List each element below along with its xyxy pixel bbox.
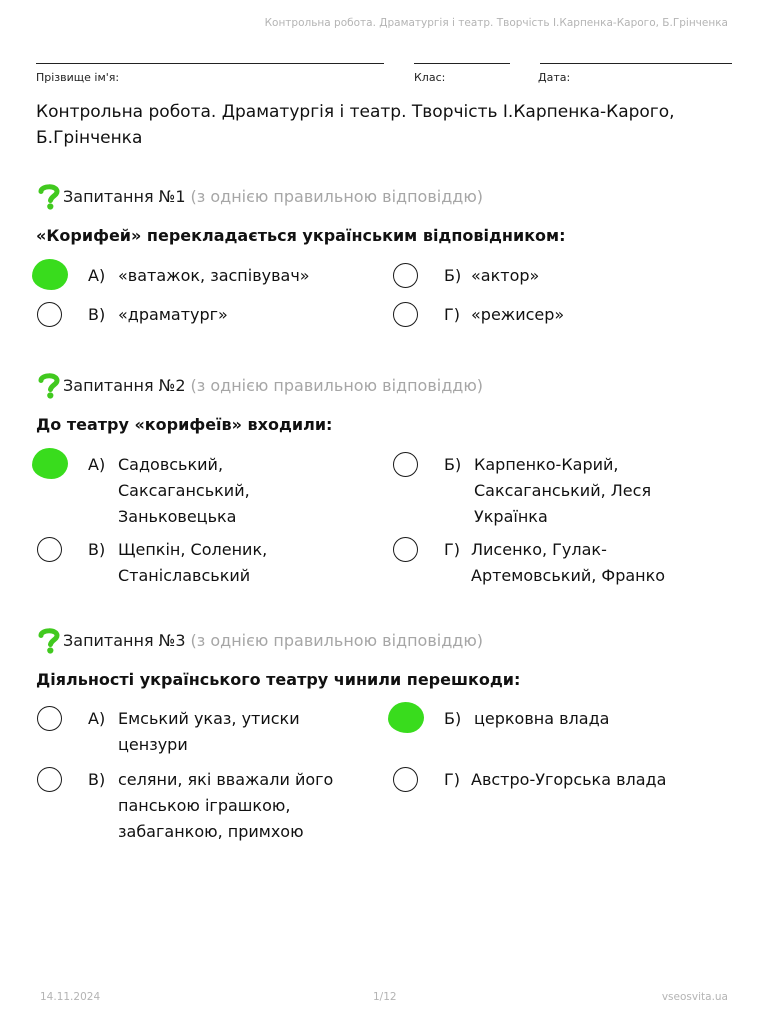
radio-button[interactable]	[393, 767, 418, 792]
radio-button[interactable]	[37, 537, 62, 562]
option-text: Карпенко-Карий, Саксаганський, Леся Українка	[474, 455, 652, 526]
option-text: «режисер»	[471, 305, 565, 324]
option-text: Садовський, Саксаганський, Заньковецька	[118, 455, 250, 526]
radio-button[interactable]	[393, 263, 418, 288]
question-1-text: «Корифей» перекладається українським відповідником:	[36, 226, 566, 245]
option-letter: B)	[88, 770, 106, 789]
option-letter: Б)	[444, 266, 462, 285]
question-2-text: До театру «корифеїв» входили:	[36, 415, 333, 434]
option-letter: Г)	[444, 305, 460, 324]
question-3-header	[36, 626, 483, 654]
option-letter: A)	[88, 709, 106, 728]
radio-button-selected[interactable]	[32, 259, 68, 290]
option-text: «актор»	[471, 266, 540, 285]
option-text: Лисенко, Гулак-Артемовський, Франко	[471, 540, 666, 585]
question-2-header	[36, 371, 483, 399]
question-3-text: Діяльності українського театру чинили перешкоди:	[36, 670, 521, 689]
footer-site: vseosvita.ua	[661, 991, 728, 1003]
radio-button[interactable]	[37, 302, 62, 327]
radio-button[interactable]	[37, 706, 62, 731]
option-text: Щепкін, Соленик, Станіславський	[118, 540, 268, 585]
question-mark-icon	[36, 626, 62, 654]
radio-button[interactable]	[37, 767, 62, 792]
document-title: Контрольна робота. Драматургія і театр. Творчість І.Карпенка-Карого, Б.Грінченка	[36, 102, 675, 148]
question-type: (з однією правильною відповіддю)	[190, 375, 484, 395]
question-1-header	[36, 182, 483, 210]
question-type: (з однією правильною відповіддю)	[190, 630, 484, 650]
question-mark-icon	[36, 182, 62, 210]
class-field-line[interactable]	[414, 63, 510, 64]
option-letter: Г)	[444, 540, 460, 559]
class-field-label: Клас:	[414, 71, 446, 84]
radio-button[interactable]	[393, 302, 418, 327]
option-text: Емський указ, утиски цензури	[118, 709, 300, 754]
option-letter: B)	[88, 305, 106, 324]
page-header: Контрольна робота. Драматургія і театр. Творчість І.Карпенка-Карого, Б.Грінченка	[264, 17, 728, 29]
option-letter: Б)	[444, 455, 462, 474]
radio-button-selected[interactable]	[388, 702, 424, 733]
option-text: церковна влада	[474, 709, 610, 728]
option-text: «драматург»	[118, 305, 228, 324]
option-letter: A)	[88, 266, 106, 285]
radio-button-selected[interactable]	[32, 448, 68, 479]
radio-button[interactable]	[393, 452, 418, 477]
option-text: «ватажок, заспівувач»	[118, 266, 310, 285]
footer-page-number: 1/12	[373, 991, 397, 1003]
name-field-label: Прізвище ім'я:	[36, 71, 120, 84]
option-letter: B)	[88, 540, 106, 559]
option-letter: A)	[88, 455, 106, 474]
question-type: (з однією правильною відповіддю)	[190, 186, 484, 206]
question-number: Запитання №1	[63, 186, 186, 206]
footer-date: 14.11.2024	[40, 991, 101, 1003]
question-number: Запитання №3	[63, 630, 186, 650]
option-letter: Б)	[444, 709, 462, 728]
question-mark-icon	[36, 371, 62, 399]
option-text: селяни, які вважали його панською іграшкою, забаганкою, примхою	[118, 770, 334, 841]
question-number: Запитання №2	[63, 375, 186, 395]
option-letter: Г)	[444, 770, 460, 789]
radio-button[interactable]	[393, 537, 418, 562]
option-text: Австро-Угорська влада	[471, 770, 667, 789]
name-field-line[interactable]	[36, 63, 384, 64]
date-field-label: Дата:	[538, 71, 571, 84]
date-field-line[interactable]	[540, 63, 732, 64]
